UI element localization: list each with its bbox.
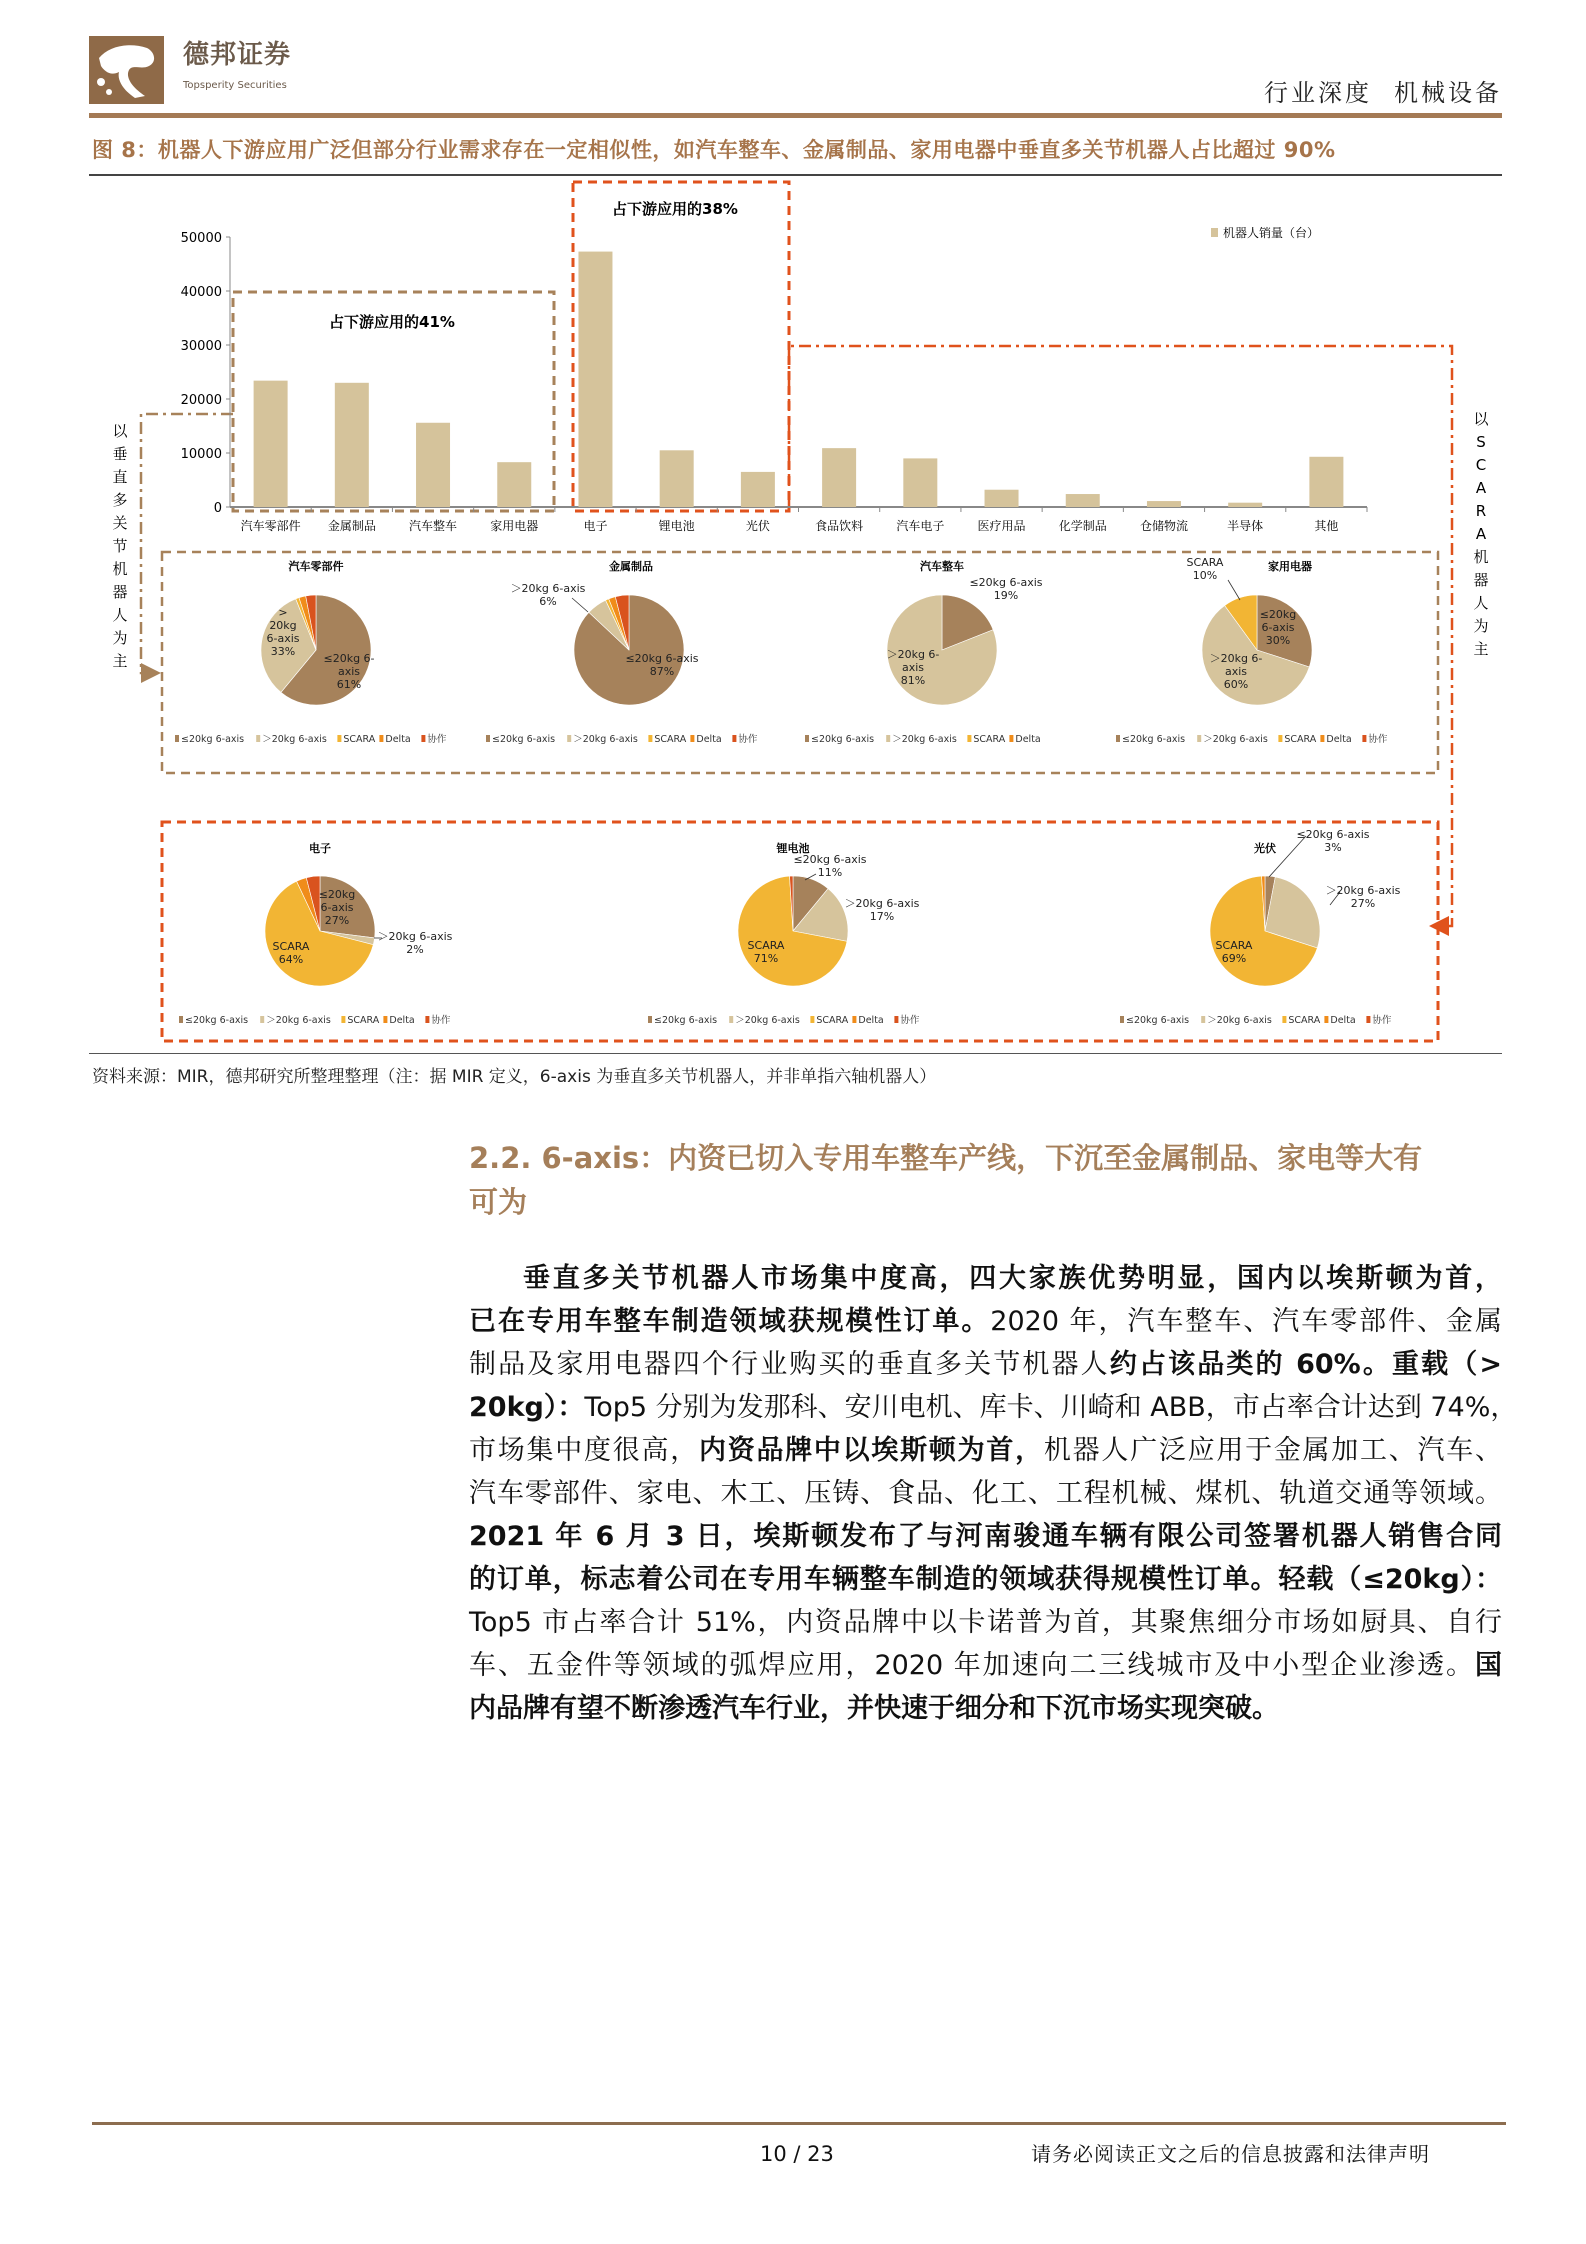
body-line: [469, 1429, 1502, 1472]
body-line: [469, 1343, 1502, 1386]
legend-label: ≤20kg 6-axis: [654, 1015, 718, 1026]
pie-label-line: 81%: [900, 674, 926, 687]
pie-label-line: 60%: [1223, 678, 1249, 691]
pie-label-line: ≤20kg 6-axis: [625, 652, 699, 665]
pie-slice-label: [969, 576, 1042, 602]
legend-label: 协作: [900, 1015, 920, 1026]
legend-swatch: [337, 735, 341, 742]
pie-label-line: ≤20kg 6-: [323, 652, 375, 665]
legend-swatch: [1116, 735, 1120, 742]
sector-label: 机械设备: [1394, 79, 1502, 107]
legend-label: SCARA: [1288, 1015, 1321, 1026]
scara-side-label: 以 S C A R A 机器人为主: [1473, 410, 1489, 658]
bar: [1228, 503, 1262, 507]
bar: [1066, 494, 1100, 507]
pie-label-line: ≤20kg: [1259, 608, 1297, 621]
legend-swatch: [341, 1016, 345, 1023]
pie-label-line: 71%: [753, 952, 779, 965]
bold-text: 垂直多关节机器人市场集中度高，四大家族优势明显，国内以埃斯顿为首，: [523, 1263, 1502, 1294]
x-tick-label: 汽车电子: [896, 519, 945, 533]
bar: [578, 252, 612, 507]
text: 汽车零部件、家电、木工、压铸、食品、化工、工程机械、煤机、轨道交通等领域。: [469, 1478, 1502, 1509]
section-heading: [469, 1136, 1504, 1224]
x-tick-label: 光伏: [745, 519, 770, 533]
pie-label-line: 6-axis: [1261, 621, 1295, 634]
legend-label: ≤20kg 6-axis: [1126, 1015, 1190, 1026]
pie-label-line: 33%: [270, 645, 296, 658]
legend-label: Delta: [1326, 734, 1352, 745]
pie-label-line: 87%: [649, 665, 675, 678]
legend-swatch: [1009, 735, 1013, 742]
legend-label: ＞20kg 6-axis: [262, 734, 327, 745]
bold-text: 20kg）：: [469, 1392, 585, 1423]
legend-swatch: [179, 1016, 183, 1023]
pie-label-line: ＞20kg 6-axis: [377, 930, 453, 943]
pie-label-line: 6-axis: [266, 632, 300, 645]
bold-text: 国: [1475, 1650, 1502, 1681]
legend-swatch: [379, 735, 383, 742]
pie-label-line: 64%: [278, 953, 304, 966]
body-line: [469, 1515, 1502, 1558]
legend-swatch: [421, 735, 425, 742]
figure-source: 资料来源：MIR，德邦研究所整理整理（注：据 MIR 定义，6-axis 为垂直多关节机器人，并非单指六轴机器人）: [92, 1067, 937, 1087]
figure-title: 图 8：机器人下游应用广泛但部分行业需求存在一定相似性，如汽车整车、金属制品、家用电器中垂直多关节机器人占比超过 90%: [92, 138, 1336, 162]
pie-label-line: axis: [1224, 665, 1248, 678]
text: Top5 市占率合计 51%，内资品牌中以卡诺普为首，其聚焦细分市场如厨具、自行: [469, 1607, 1502, 1638]
text: 市场集中度很高，: [469, 1435, 699, 1466]
pie-chart: [1210, 876, 1320, 986]
pie-slice-label: [793, 853, 866, 879]
category-label: 行业深度: [1264, 79, 1372, 107]
pie-slice-label: [845, 897, 920, 923]
body-line: [469, 1558, 1502, 1601]
x-tick-label: 锂电池: [658, 519, 695, 533]
pie-label-line: ≤20kg 6-axis: [793, 853, 867, 866]
x-tick-label: 金属制品: [327, 519, 376, 533]
bold-text: 内资品牌中以埃斯顿为首，: [698, 1435, 1044, 1466]
bar: [497, 462, 531, 507]
legend-swatch: [175, 735, 179, 742]
pie-label-line: ＞20kg 6-axis: [1325, 884, 1401, 897]
legend-swatch: [1282, 1016, 1286, 1023]
legend-label: ＞20kg 6-axis: [573, 734, 638, 745]
legend-swatch: [805, 735, 809, 742]
pie-title: 电子: [309, 842, 331, 855]
bar-chart: [181, 225, 1367, 533]
six-axis-side-label: 以垂直多关节机器人为主: [112, 422, 128, 670]
legend-label: ≤20kg 6-axis: [1122, 734, 1186, 745]
legend-label: ＞20kg 6-axis: [892, 734, 957, 745]
legend-swatch: [383, 1016, 387, 1023]
pie-label-line: ＞20kg 6-: [886, 648, 940, 661]
x-tick-label: 医疗用品: [977, 519, 1026, 533]
pie-label-line: 30%: [1265, 634, 1291, 647]
pie-label-line: 3%: [1324, 841, 1342, 854]
figure-bottom-divider: [89, 1053, 1502, 1054]
legend-swatch: [967, 735, 971, 742]
pie-label-line: SCARA: [1215, 939, 1253, 952]
pie-label-line: 6-axis: [320, 901, 354, 914]
legend-label: 协作: [738, 734, 758, 745]
x-tick-label: 汽车零部件: [240, 519, 301, 533]
legend-label: SCARA: [1284, 734, 1317, 745]
pie-title: 汽车零部件: [288, 560, 344, 573]
bar: [903, 458, 937, 507]
pie-title: 锂电池: [776, 842, 810, 855]
pie-label-line: 2%: [406, 943, 424, 956]
legend-label: SCARA: [347, 1015, 380, 1026]
text: 机器人广泛应用于金属加工、汽车、: [1043, 1435, 1503, 1466]
legend-label: Delta: [1015, 734, 1041, 745]
pie-slice-label: [1296, 828, 1369, 854]
legend-label: 协作: [427, 734, 447, 745]
body-paragraph: [469, 1257, 1518, 1730]
legend-swatch: [1197, 735, 1201, 742]
legend-label: SCARA: [343, 734, 376, 745]
bar: [254, 381, 288, 507]
bold-text: 约占该品类的 60%。重载（>: [1109, 1349, 1502, 1380]
brand-name-en: Topsperity Securities: [183, 80, 287, 91]
legend-label: ＞20kg 6-axis: [266, 1015, 331, 1026]
legend-swatch: [1324, 1016, 1328, 1023]
legend-label: 协作: [1372, 1015, 1392, 1026]
pie-label-line: SCARA: [272, 940, 310, 953]
bold-text: 2021 年 6 月 3 日，埃斯顿发布了与河南骏通车辆有限公司签署机器人销售合同: [469, 1521, 1502, 1552]
body-line: [469, 1644, 1502, 1687]
y-tick-label: 0: [213, 501, 222, 516]
pie-label-line: 19%: [993, 589, 1019, 602]
legend-label: 协作: [1368, 734, 1388, 745]
body-line: [469, 1601, 1502, 1644]
legend-swatch: [260, 1016, 264, 1023]
legend-swatch: [256, 735, 260, 742]
x-tick-label: 电子: [583, 519, 608, 533]
bar: [416, 423, 450, 507]
legend-swatch: [1278, 735, 1282, 742]
x-tick-label: 仓储物流: [1139, 519, 1188, 533]
pie-title: 汽车整车: [920, 560, 964, 573]
pie-label-line: 69%: [1221, 952, 1247, 965]
y-tick-label: 20000: [180, 393, 222, 408]
text: 制品及家用电器四个行业购买的垂直多关节机器人: [469, 1349, 1110, 1380]
pie-label-line: axis: [337, 665, 361, 678]
bar: [985, 490, 1019, 507]
pie-label-line: ≤20kg 6-axis: [969, 576, 1043, 589]
legend-swatch: [648, 1016, 652, 1023]
y-tick-label: 50000: [180, 231, 222, 246]
pie-title: 光伏: [1254, 842, 1276, 855]
legend-swatch: [810, 1016, 814, 1023]
group-label-38: 占下游应用的38%: [612, 200, 738, 218]
pie-label-line: SCARA: [1186, 556, 1224, 569]
legend-label: ≤20kg 6-axis: [181, 734, 245, 745]
pie-slice-label: [1187, 556, 1224, 582]
x-tick-label: 家用电器: [490, 519, 539, 533]
section-heading-line: 可为: [469, 1185, 528, 1219]
pie-label-line: ＞20kg 6-: [1209, 652, 1263, 665]
legend-label: ＞20kg 6-axis: [1203, 734, 1268, 745]
legend-label: Delta: [696, 734, 722, 745]
legend-label: SCARA: [654, 734, 687, 745]
x-tick-label: 食品饮料: [815, 519, 864, 533]
legend-swatch: [648, 735, 652, 742]
pie-label-line: SCARA: [747, 939, 785, 952]
y-tick-label: 30000: [180, 339, 222, 354]
pie-label-line: 27%: [1350, 897, 1376, 910]
legend-swatch: [886, 735, 890, 742]
pie-label-line: ≤20kg: [318, 888, 356, 901]
pie-label-line: ＞20kg 6-axis: [510, 582, 586, 595]
legend-label: 协作: [431, 1015, 451, 1026]
bar: [660, 450, 694, 507]
text: 2020 年，汽车整车、汽车零部件、金属: [990, 1306, 1503, 1337]
leader-line: [572, 598, 588, 612]
x-tick-label: 其他: [1314, 519, 1339, 533]
page-number: 10 / 23: [760, 2142, 834, 2166]
pie-chart: [574, 595, 684, 705]
pie-title: 金属制品: [609, 560, 653, 573]
body-line: [469, 1257, 1502, 1300]
group-label-41: 占下游应用的41%: [329, 313, 455, 331]
x-tick-label: 汽车整车: [409, 519, 458, 533]
legend-label: Delta: [858, 1015, 884, 1026]
legend-label: SCARA: [816, 1015, 849, 1026]
legend-swatch: [1366, 1016, 1370, 1023]
y-tick-label: 10000: [180, 447, 222, 462]
legend-swatch: [567, 735, 571, 742]
text: 车、五金件等领域的弧焊应用，2020 年加速向二三线城市及中小型企业渗透。: [469, 1650, 1475, 1681]
legend-swatch: [852, 1016, 856, 1023]
bold-text: 已在专用车整车制造领域获规模性订单。: [469, 1306, 991, 1337]
bar: [1309, 457, 1343, 507]
pie-label-line: 61%: [336, 678, 362, 691]
figure-chart: [0, 0, 1586, 1060]
leader-line: [1228, 580, 1240, 600]
body-line: [469, 1687, 1502, 1730]
legend-swatch: [1320, 735, 1324, 742]
bold-text: 内品牌有望不断渗透汽车行业，并快速于细分和下沉市场实现突破。: [469, 1693, 1279, 1724]
body-line: [469, 1300, 1502, 1343]
pie-label-line: >: [278, 606, 288, 619]
pie-title: 家用电器: [1268, 560, 1312, 573]
legend-label: Delta: [389, 1015, 415, 1026]
legend-swatch: [425, 1016, 429, 1023]
bar: [822, 448, 856, 507]
legend-label: SCARA: [973, 734, 1006, 745]
brand-name: 德邦证券: [183, 40, 292, 70]
pie-label-line: 10%: [1192, 569, 1218, 582]
section-heading-line: 2.2. 6-axis：内资已切入专用车整车产线，下沉至金属制品、家电等大有: [469, 1141, 1423, 1175]
legend-swatch: [894, 1016, 898, 1023]
legend-label: Delta: [1330, 1015, 1356, 1026]
legend-swatch: [732, 735, 736, 742]
legend-swatch: [690, 735, 694, 742]
pie-label-line: 11%: [817, 866, 843, 879]
pie-chart: [738, 876, 848, 986]
x-tick-label: 化学制品: [1058, 519, 1107, 533]
legend-label: ≤20kg 6-axis: [185, 1015, 249, 1026]
pie-charts: [261, 595, 1320, 986]
pie-label-line: ＞20kg 6-axis: [844, 897, 920, 910]
legend-swatch: [1120, 1016, 1124, 1023]
x-tick-label: 半导体: [1227, 519, 1264, 533]
y-tick-label: 40000: [180, 285, 222, 300]
legend-label: ＞20kg 6-axis: [735, 1015, 800, 1026]
pie-label-line: ≤20kg 6-axis: [1296, 828, 1370, 841]
legend-swatch: [1362, 735, 1366, 742]
body-line: [469, 1472, 1502, 1515]
legend-label: ≤20kg 6-axis: [811, 734, 875, 745]
legend-swatch-sales: [1211, 228, 1218, 237]
legend-label-sales: 机器人销量（台）: [1223, 226, 1320, 240]
pie-label-line: 20kg: [269, 619, 297, 632]
bold-text: 的订单，标志着公司在专用车辆整车制造的领域获得规模性订单。轻载（≤20kg）：: [469, 1564, 1502, 1595]
pie-slice-label: [378, 930, 453, 956]
pie-label-line: 6%: [539, 595, 557, 608]
pie-slice-label: [1326, 884, 1401, 910]
pie-label-line: 27%: [324, 914, 350, 927]
legend-swatch: [486, 735, 490, 742]
pie-label-line: axis: [901, 661, 925, 674]
footer-disclaimer: 请务必阅读正文之后的信息披露和法律声明: [1031, 2142, 1430, 2166]
legend-label: ≤20kg 6-axis: [492, 734, 556, 745]
bar: [335, 383, 369, 507]
legend-label: ＞20kg 6-axis: [1207, 1015, 1272, 1026]
body-line: [469, 1386, 1518, 1429]
legend-label: Delta: [385, 734, 411, 745]
bar: [741, 472, 775, 507]
footer-divider: [92, 2122, 1506, 2125]
pie-slice-label: [511, 582, 586, 608]
text: Top5 分别为发那科、安川电机、库卡、川崎和 ABB，市占率合计达到 74%，: [584, 1392, 1518, 1423]
bar: [1147, 501, 1181, 507]
legend-swatch: [1201, 1016, 1205, 1023]
pie-label-line: 17%: [869, 910, 895, 923]
legend-swatch: [729, 1016, 733, 1023]
